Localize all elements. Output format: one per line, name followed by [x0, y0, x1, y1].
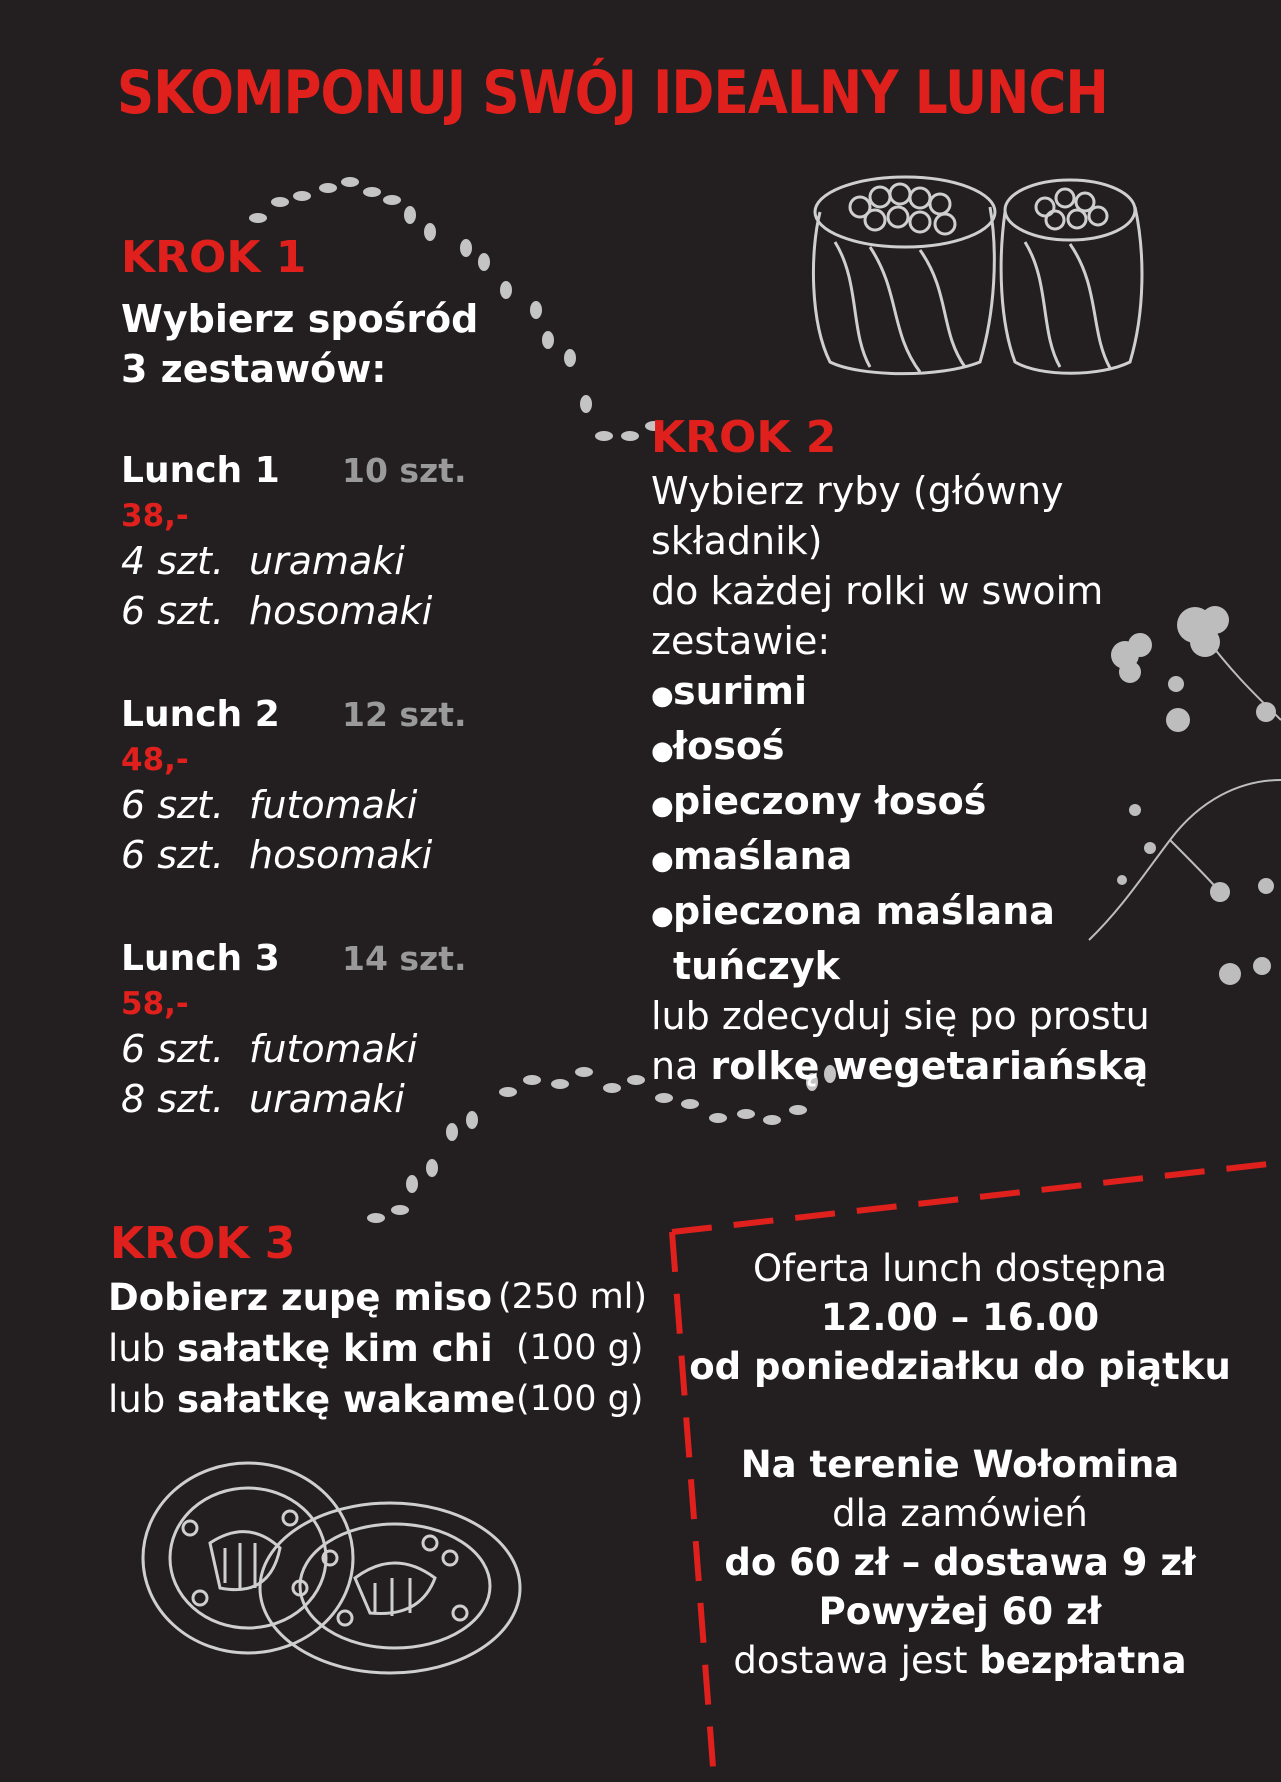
- item-type: futomaki: [249, 1027, 418, 1071]
- krok3-item: sałatkę kim chi: [176, 1327, 493, 1370]
- item-qty: 8 szt.: [121, 1077, 224, 1121]
- offer-days: od poniedziałku do piątku: [689, 1345, 1231, 1388]
- lunch-1-price: 38,-: [121, 498, 189, 534]
- item-type: uramaki: [249, 539, 405, 583]
- krok3-item: sałatkę wakame: [176, 1378, 516, 1421]
- krok1-heading: KROK 1: [121, 232, 307, 283]
- offer-fee: do 60 zł – dostawa 9 zł: [724, 1541, 1196, 1584]
- item-qty: 6 szt.: [121, 1027, 224, 1071]
- krok3-size: (250 ml): [498, 1277, 648, 1317]
- krok3-item: Dobierz zupę miso: [108, 1276, 493, 1319]
- krok2-intro-line: zestawie:: [651, 619, 831, 663]
- offer-orders: dla zamówień: [832, 1492, 1088, 1535]
- krok1-intro-line2: 3 zestawów:: [121, 347, 387, 391]
- lunch-3-count: 14 szt.: [342, 939, 467, 978]
- krok3-size: (100 g): [516, 1328, 644, 1368]
- fish-label: surimi: [673, 669, 808, 713]
- offer-box: [680, 1244, 1240, 1685]
- fish-item: ●maślana: [651, 834, 853, 878]
- lunch-2-name: Lunch 2: [121, 694, 280, 735]
- krok2-intro-line: do każdej rolki w swoim: [651, 569, 1104, 613]
- lunch-3-name: Lunch 3: [121, 938, 280, 979]
- krok3-prefix: lub: [108, 1327, 166, 1370]
- offer-free: [680, 1636, 1240, 1685]
- offer-line1: Oferta lunch dostępna: [752, 1247, 1168, 1290]
- offer-area: Na terenie Wołomina: [740, 1443, 1180, 1486]
- offer-free-prefix: dostawa jest: [733, 1639, 968, 1682]
- krok2-alt-prefix: na: [651, 1044, 699, 1088]
- offer-free-bold: bezpłatna: [979, 1639, 1187, 1682]
- fish-item: ●łosoś: [651, 724, 785, 768]
- fish-item: ●pieczony łosoś: [651, 779, 987, 823]
- fish-item: ●pieczona maślana: [651, 889, 1055, 933]
- lunch-2-price: 48,-: [121, 742, 189, 778]
- offer-hours: 12.00 – 16.00: [820, 1296, 1100, 1339]
- krok3-size: (100 g): [516, 1379, 644, 1419]
- item-qty: 6 szt.: [121, 589, 224, 633]
- lunch-2-count: 12 szt.: [342, 695, 467, 734]
- krok2-intro-line: Wybierz ryby (główny: [651, 469, 1064, 513]
- item-type: hosomaki: [249, 589, 433, 633]
- lunch-3-price: 58,-: [121, 986, 189, 1022]
- lunch-1-name: Lunch 1: [121, 450, 280, 491]
- krok2-heading: KROK 2: [651, 412, 837, 463]
- item-qty: 4 szt.: [121, 539, 224, 583]
- item-qty: 6 szt.: [121, 783, 224, 827]
- fish-item: ●surimi: [651, 669, 808, 713]
- item-qty: 6 szt.: [121, 833, 224, 877]
- item-type: futomaki: [249, 783, 418, 827]
- krok3-heading: KROK 3: [110, 1218, 296, 1269]
- fish-label: łosoś: [673, 724, 785, 768]
- offer-above: Powyżej 60 zł: [818, 1590, 1102, 1633]
- krok2-alt-bold: rolkę wegetariańską: [710, 1044, 1149, 1088]
- krok3-prefix: lub: [108, 1378, 166, 1421]
- page-title: SKOMPONUJ SWÓJ IDEALNY LUNCH: [117, 58, 1108, 128]
- fish-label: maślana: [673, 834, 853, 878]
- krok1-intro-line1: Wybierz spośród: [121, 297, 479, 341]
- fish-label: pieczona maślana: [673, 889, 1055, 933]
- lunch-1-count: 10 szt.: [342, 451, 467, 490]
- item-type: hosomaki: [249, 833, 433, 877]
- fish-label: tuńczyk: [673, 944, 840, 988]
- krok2-intro-line: składnik): [651, 519, 823, 563]
- item-type: uramaki: [249, 1077, 405, 1121]
- fish-label: pieczony łosoś: [673, 779, 987, 823]
- krok2-alt-line1: lub zdecyduj się po prostu: [651, 994, 1150, 1038]
